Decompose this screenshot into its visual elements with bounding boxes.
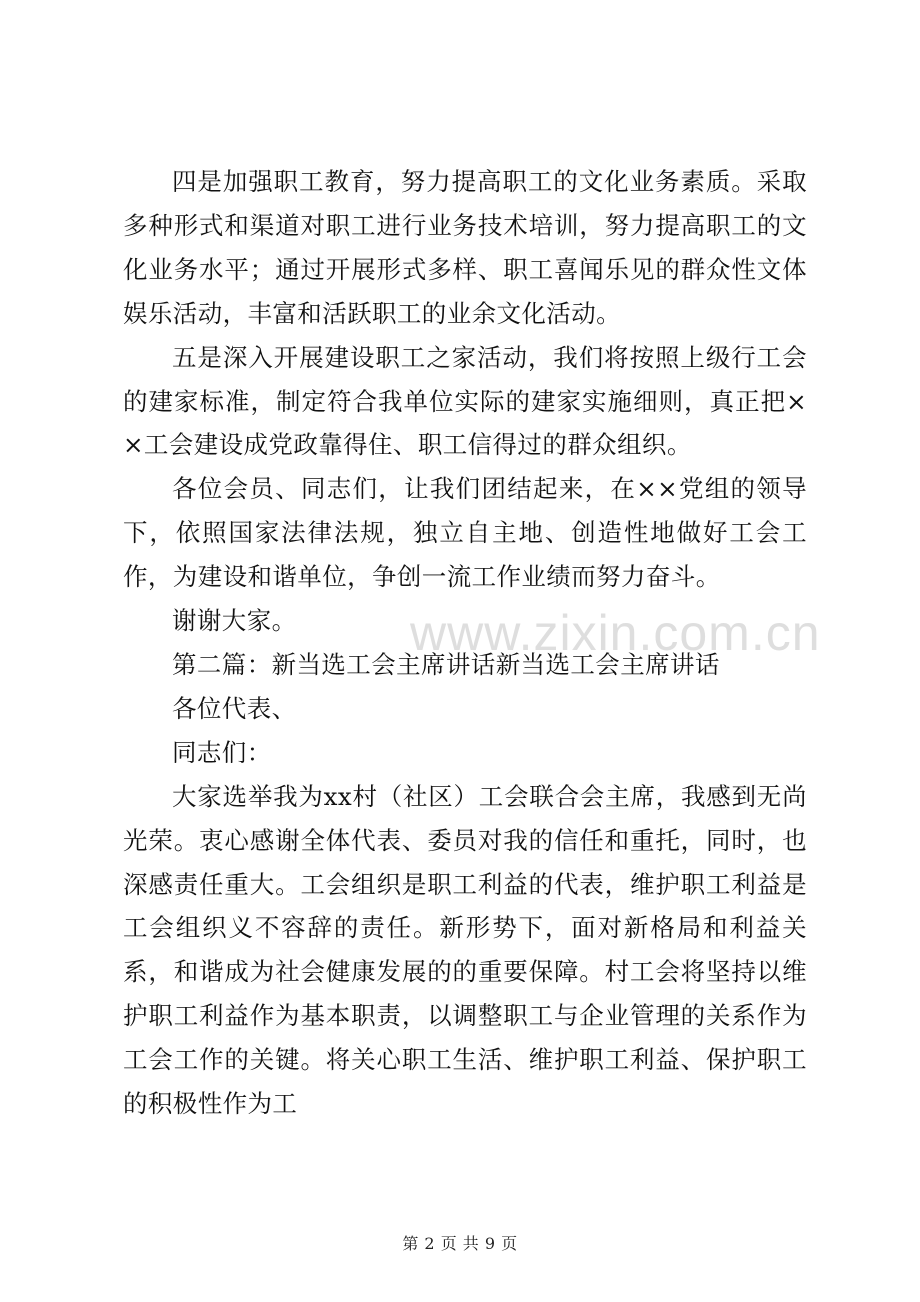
salutation-line-2: 同志们： <box>172 737 272 767</box>
watermark-text: www.zixin.com.cn <box>410 605 821 661</box>
section-title: 第二篇：新当选工会主席讲话新当选工会主席讲话 <box>172 649 720 679</box>
salutation-line-1: 各位代表、 <box>172 693 297 723</box>
body-paragraph: 大家选举我为xx村（社区）工会联合会主席，我感到无尚光荣。衷心感谢全体代表、委员对我的信任和重托，同时，也深感责任重大。工会组织是职工利益的代表，维护职工利益是工会组织义不容辞的责任。新形势下，面对新格局和利益关系，和谐成为社会健康发展的的重要保障。村工会将坚持以维护职工利益作为基本职责，以调整职工与企业管理的关系作为工会工作的关键。将关心职工生活、维护职工利益、保护职工的积极性作为工 <box>123 781 807 1119</box>
paragraph-item-4: 四是加强职工教育，努力提高职工的文化业务素质。采取多种形式和渠道对职工进行业务技术培训，努力提高职工的文化业务水平；通过开展形式多样、职工喜闻乐见的群众性文体娱乐活动，丰富和活跃职工的业余文化活动。 <box>123 167 807 328</box>
thanks-line: 谢谢大家。 <box>172 606 297 636</box>
paragraph-item-5: 五是深入开展建设职工之家活动，我们将按照上级行工会的建家标准，制定符合我单位实际的建家实施细则，真正把××工会建设成党政靠得住、职工信得过的群众组织。 <box>123 342 807 460</box>
document-body <box>123 160 807 1126</box>
page-number-footer: 第 2 页 共 9 页 <box>402 1234 518 1253</box>
closing-appeal-paragraph: 各位会员、同志们，让我们团结起来，在××党组的领导下，依照国家法律法规，独立自主地、创造性地做好工会工作，为建设和谐单位，争创一流工作业绩而努力奋斗。 <box>123 474 807 592</box>
